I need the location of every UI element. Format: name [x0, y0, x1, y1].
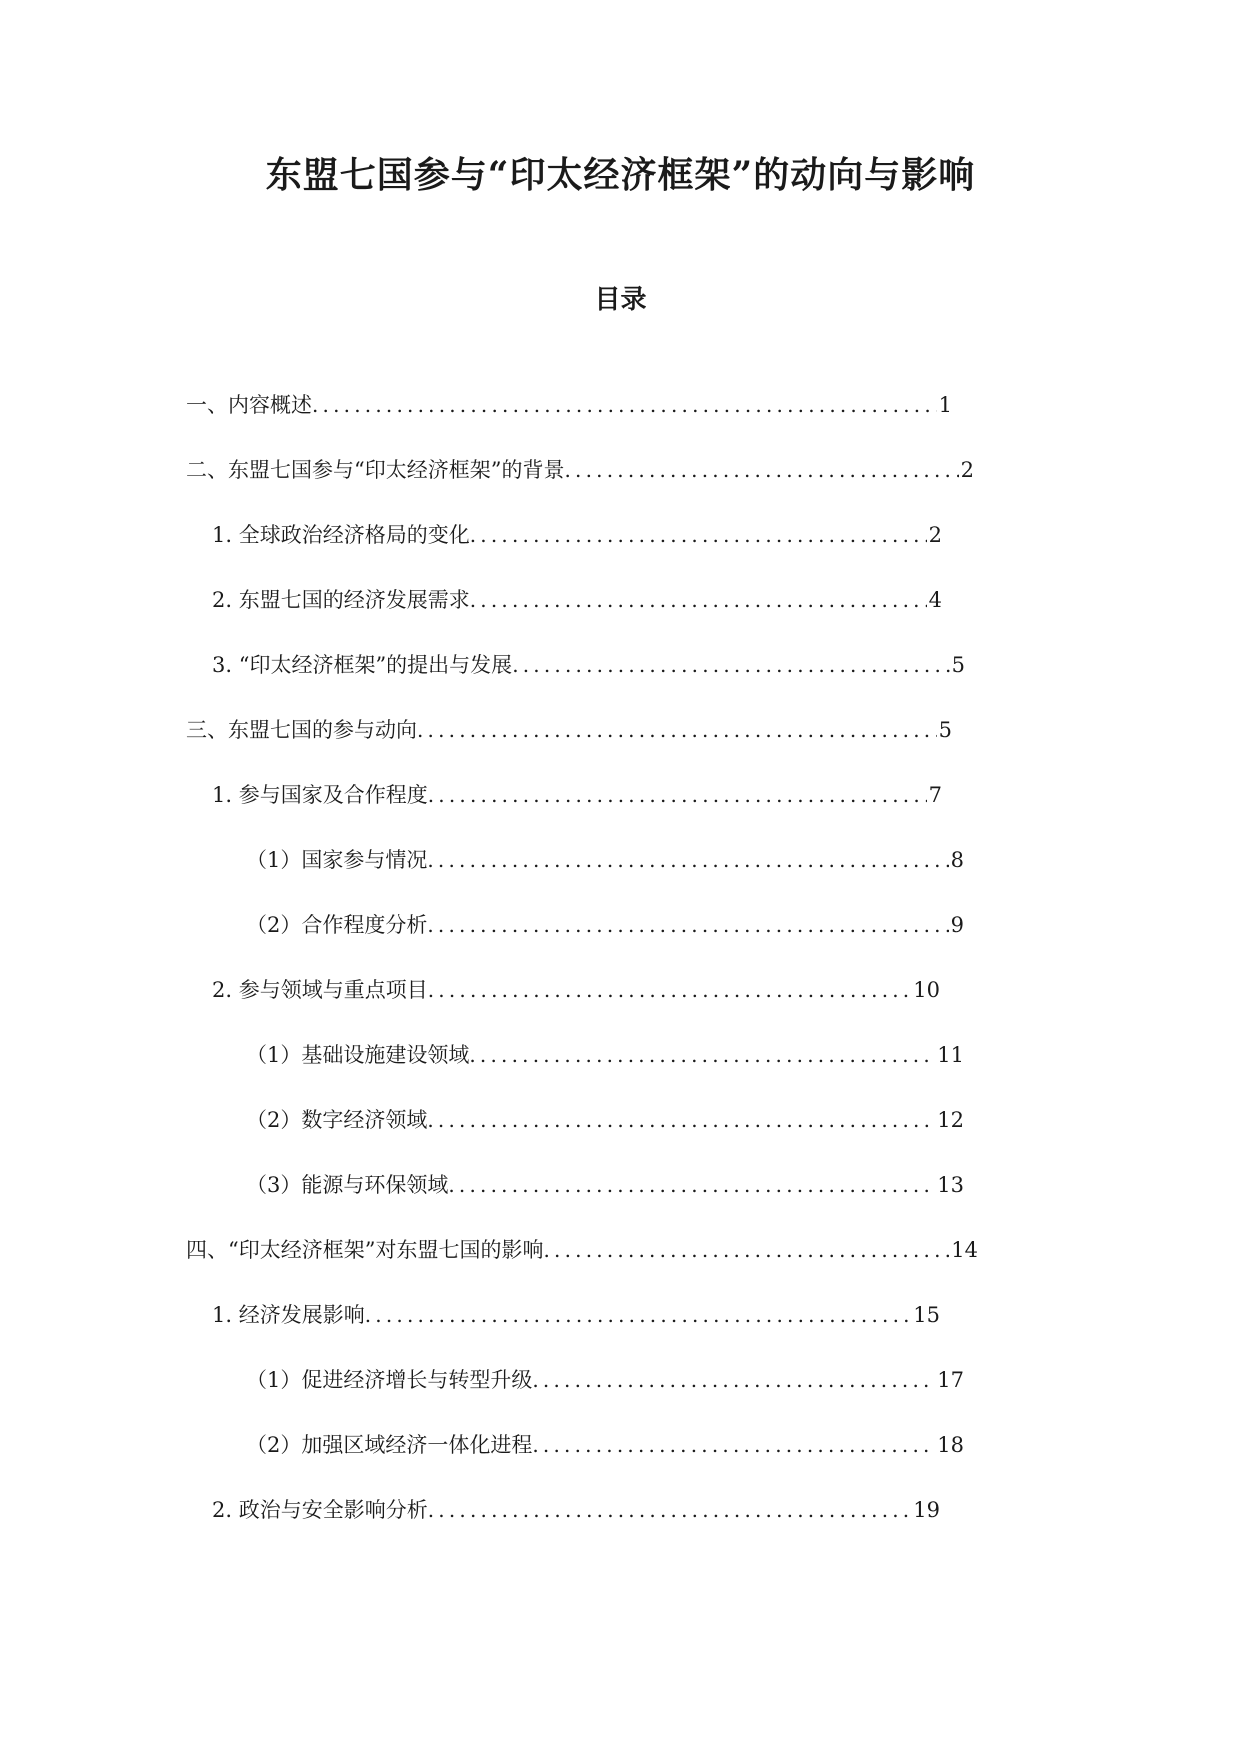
- toc-entry-label: 1. 经济发展影响: [212, 1303, 365, 1327]
- toc-entry-label: 一、内容概述: [186, 393, 312, 417]
- toc-entry-label: （1）促进经济增长与转型升级: [246, 1368, 533, 1392]
- toc-entry[interactable]: [186, 455, 974, 485]
- toc-entry-label: 1. 全球政治经济格局的变化: [212, 523, 470, 547]
- toc-leader-dots: [532, 1430, 935, 1460]
- toc-entry[interactable]: [186, 390, 952, 420]
- toc-entry[interactable]: [246, 1365, 964, 1395]
- toc-entry-page: 17: [937, 1368, 964, 1392]
- toc-entry-page: 19: [913, 1498, 940, 1522]
- toc-entry[interactable]: [246, 1040, 964, 1070]
- toc-entry-page: 18: [937, 1433, 964, 1457]
- toc-entry[interactable]: [212, 585, 942, 615]
- toc-leader-dots: [469, 1040, 935, 1070]
- toc-entry-page: 13: [937, 1173, 964, 1197]
- toc-entry-page: 5: [951, 653, 965, 677]
- toc-entry-label: 1. 参与国家及合作程度: [212, 783, 428, 807]
- toc-leader-dots: [512, 650, 949, 680]
- toc-entry[interactable]: [246, 1430, 964, 1460]
- toc-leader-dots: [470, 520, 927, 550]
- toc-entry-label: （1）国家参与情况: [246, 848, 428, 872]
- toc-entry-label: 3. “印太经济框架”的提出与发展: [212, 653, 513, 677]
- toc-entry-label: （2）合作程度分析: [246, 913, 428, 937]
- toc-entry-label: 2. 参与领域与重点项目: [212, 978, 428, 1002]
- toc-entry-page: 2: [928, 523, 942, 547]
- toc-entry-label: 四、“印太经济框架”对东盟七国的影响: [186, 1238, 544, 1262]
- toc-heading: 目录: [594, 285, 647, 315]
- toc-entry-label: （1）基础设施建设领域: [246, 1043, 470, 1067]
- toc-entry[interactable]: [186, 1235, 978, 1265]
- toc-leader-dots: [428, 780, 927, 810]
- toc-entry[interactable]: [246, 910, 964, 940]
- toc-leader-dots: [564, 455, 958, 485]
- toc-leader-dots: [428, 1495, 912, 1525]
- toc-entry-page: 5: [938, 718, 952, 742]
- toc-leader-dots: [427, 845, 948, 875]
- toc-entry-page: 8: [950, 848, 964, 872]
- toc-entry-page: 4: [928, 588, 942, 612]
- toc-leader-dots: [417, 715, 937, 745]
- toc-entry-label: 二、东盟七国参与“印太经济框架”的背景: [186, 458, 565, 482]
- toc-entry[interactable]: [212, 520, 942, 550]
- toc-entry[interactable]: [212, 780, 942, 810]
- toc-entry-page: 14: [951, 1238, 978, 1262]
- toc-entry[interactable]: [212, 975, 940, 1005]
- toc-leader-dots: [427, 1105, 935, 1135]
- toc-entry-page: 1: [938, 393, 952, 417]
- toc-entry[interactable]: [246, 1105, 964, 1135]
- document-title: 东盟七国参与“印太经济框架”的动向与影响: [265, 154, 976, 196]
- toc-entry[interactable]: [186, 715, 952, 745]
- toc-entry-label: （2）加强区域经济一体化进程: [246, 1433, 533, 1457]
- toc-entry[interactable]: [246, 1170, 964, 1200]
- toc-entry-page: 9: [950, 913, 964, 937]
- toc-entry-page: 12: [937, 1108, 964, 1132]
- toc-entry-label: （3）能源与环保领域: [246, 1173, 449, 1197]
- toc-entry[interactable]: [212, 650, 965, 680]
- toc-entry-label: （2）数字经济领域: [246, 1108, 428, 1132]
- toc-leader-dots: [532, 1365, 935, 1395]
- toc-leader-dots: [427, 910, 948, 940]
- toc-entry-page: 11: [937, 1043, 964, 1067]
- toc-entry-page: 15: [913, 1303, 940, 1327]
- toc-entry-page: 7: [928, 783, 942, 807]
- toc-entry-label: 2. 政治与安全影响分析: [212, 1498, 428, 1522]
- toc-entry[interactable]: [246, 845, 964, 875]
- toc-leader-dots: [365, 1300, 912, 1330]
- toc-leader-dots: [448, 1170, 935, 1200]
- toc-leader-dots: [312, 390, 937, 420]
- toc-entry-label: 三、东盟七国的参与动向: [186, 718, 417, 742]
- toc-entry-page: 2: [960, 458, 974, 482]
- toc-leader-dots: [428, 975, 912, 1005]
- toc-leader-dots: [470, 585, 927, 615]
- toc-leader-dots: [543, 1235, 949, 1265]
- toc-entry[interactable]: [212, 1495, 940, 1525]
- toc-entry[interactable]: [212, 1300, 940, 1330]
- toc-entry-page: 10: [913, 978, 940, 1002]
- toc-entry-label: 2. 东盟七国的经济发展需求: [212, 588, 470, 612]
